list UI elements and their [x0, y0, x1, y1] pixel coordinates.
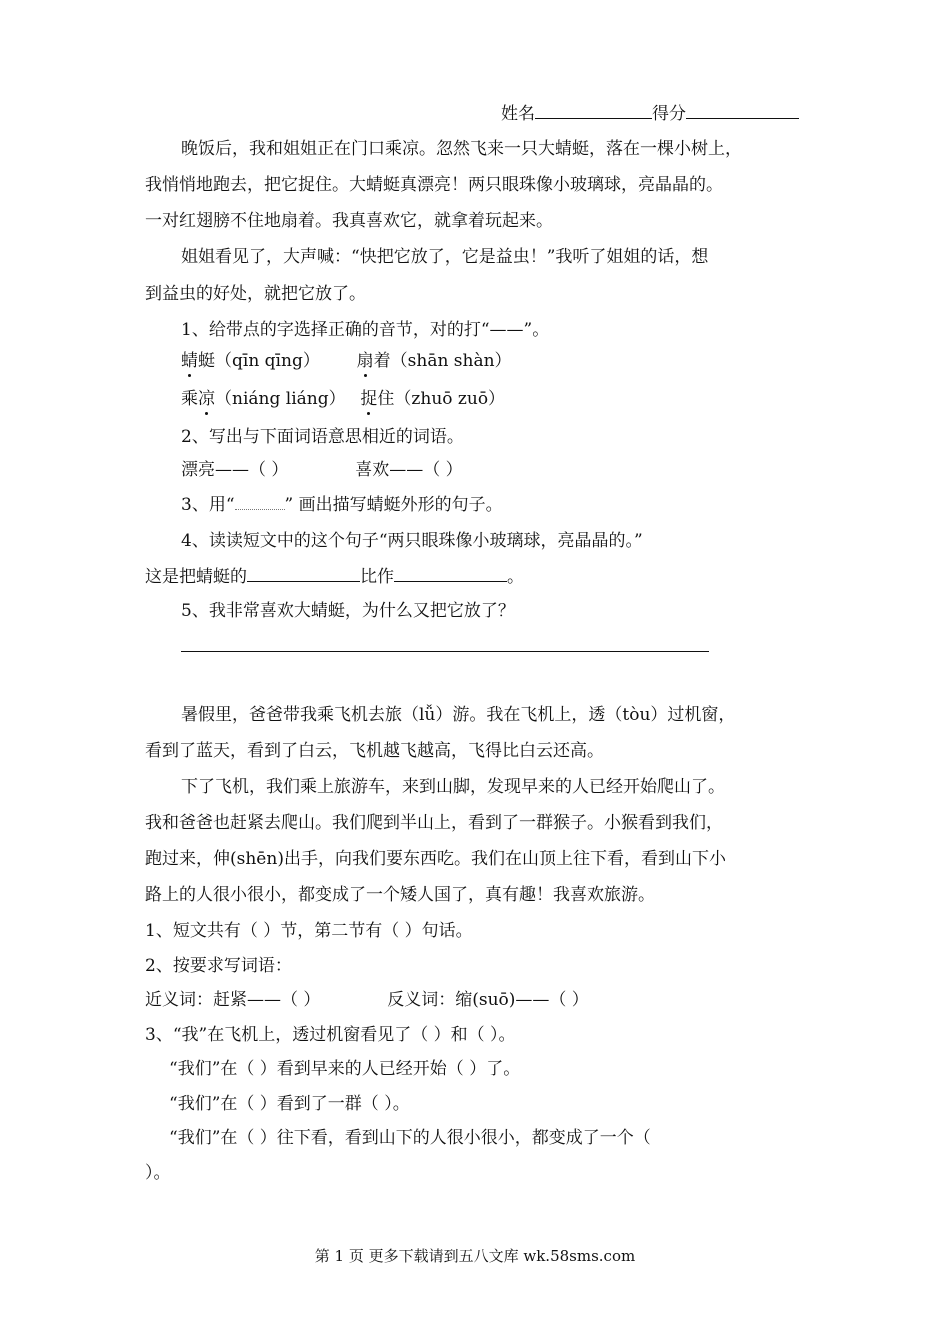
passage1-line: 姐姐看见了，大声喊：“快把它放了，它是益虫！”我听了姐姐的话，想	[181, 247, 709, 267]
pinyin-option[interactable]: 着（shān shàn）	[373, 351, 512, 371]
dotted-char: 捉	[360, 389, 378, 409]
q4-blank-1[interactable]	[247, 566, 360, 582]
passage2-line: 路上的人很小很小，都变成了一个矮人国了，真有趣！我喜欢旅游。	[145, 885, 655, 905]
synonym-item[interactable]: 近义词：赶紧——（ ）	[145, 990, 321, 1010]
pinyin-option[interactable]: 蜓（qīn qīng）	[198, 351, 320, 371]
synonym-blank[interactable]: 喜欢——（ ）	[355, 460, 463, 480]
score-label: 得分	[652, 104, 686, 124]
passage2-question-3: 3、“我”在飞机上，透过机窗看见了（ ）和（ ）。	[145, 1025, 516, 1045]
question-4: 4、读读短文中的这个句子“两只眼珠像小玻璃球，亮晶晶的。”	[181, 531, 643, 551]
passage1-line: 到益虫的好处，就把它放了。	[145, 284, 366, 304]
passage2-line: 我和爸爸也赶紧去爬山。我们爬到半山上，看到了一群猴子。小猴看到我们，	[145, 813, 723, 833]
wavy-underline-icon	[235, 496, 285, 510]
q4-mid: 比作	[360, 567, 394, 587]
antonym-item[interactable]: 反义词：缩(suō)——（ ）	[387, 990, 589, 1010]
dotted-char: 蜻	[181, 351, 198, 371]
passage2-line: 下了飞机，我们乘上旅游车，来到山脚，发现早来的人已经开始爬山了。	[181, 777, 725, 797]
question-2: 2、写出与下面词语意思相近的词语。	[181, 427, 464, 447]
dotted-char: 扇	[356, 351, 374, 371]
synonym-row	[181, 460, 463, 480]
header-name-score	[501, 103, 799, 124]
pinyin-choice-row	[181, 389, 505, 409]
dotted-char: 凉	[198, 389, 215, 409]
passage2-question-2: 2、按要求写词语：	[145, 956, 292, 976]
passage2-question-3-c: “我们”在（ ）看到了一群（ ）。	[169, 1094, 410, 1114]
synonym-blank[interactable]: 漂亮——（ ）	[181, 460, 289, 480]
name-blank[interactable]	[535, 103, 652, 119]
passage2-question-3-b: “我们”在（ ）看到早来的人已经开始（ ）了。	[169, 1059, 521, 1079]
pinyin-choice-row	[181, 351, 512, 371]
passage1-line: 我悄悄地跑去，把它捉住。大蜻蜓真漂亮！两只眼珠像小玻璃球，亮晶晶的。	[145, 175, 723, 195]
passage2-question-3-d: “我们”在（ ）往下看，看到山下的人很小很小，都变成了一个（	[169, 1128, 651, 1148]
q4-pre: 这是把蜻蜓的	[145, 567, 247, 587]
question-1: 1、给带点的字选择正确的音节，对的打“——”。	[181, 320, 550, 340]
answer-line[interactable]	[181, 651, 709, 652]
name-label: 姓名	[501, 104, 535, 124]
passage2-question-3-e: ）。	[145, 1163, 171, 1183]
pinyin-option[interactable]: 住（zhuō zuō）	[377, 389, 506, 409]
q4-end: 。	[507, 567, 524, 587]
passage2-line: 看到了蓝天，看到了白云，飞机越飞越高，飞得比白云还高。	[145, 741, 604, 761]
question-3	[181, 495, 503, 515]
question-5: 5、我非常喜欢大蜻蜓，为什么又把它放了？	[181, 601, 515, 621]
word-row	[145, 990, 589, 1010]
passage2-question-1: 1、短文共有（ ）节，第二节有（ ）句话。	[145, 921, 473, 941]
page-footer: 第 1 页 更多下载请到五八文库 wk.58sms.com	[314, 1247, 636, 1265]
question-3-pre: 3、用“	[181, 495, 235, 515]
q4-blank-2[interactable]	[394, 566, 507, 582]
passage2-line: 暑假里，爸爸带我乘飞机去旅（lǚ）游。我在飞机上，透（tòu）过机窗，	[181, 705, 736, 725]
score-blank[interactable]	[686, 103, 799, 119]
passage2-line: 跑过来，伸(shēn)出手，向我们要东西吃。我们在山顶上往下看，看到山下小	[145, 849, 726, 869]
passage1-line: 一对红翅膀不住地扇着。我真喜欢它，就拿着玩起来。	[145, 211, 553, 231]
passage1-line: 晚饭后，我和姐姐正在门口乘凉。忽然飞来一只大蜻蜓，落在一棵小树上，	[181, 139, 742, 159]
question-4-fill	[145, 566, 524, 587]
plain-char: 乘	[181, 389, 198, 409]
pinyin-option[interactable]: （niáng liáng）	[215, 389, 346, 409]
question-3-post: ” 画出描写蜻蜓外形的句子。	[284, 495, 503, 515]
